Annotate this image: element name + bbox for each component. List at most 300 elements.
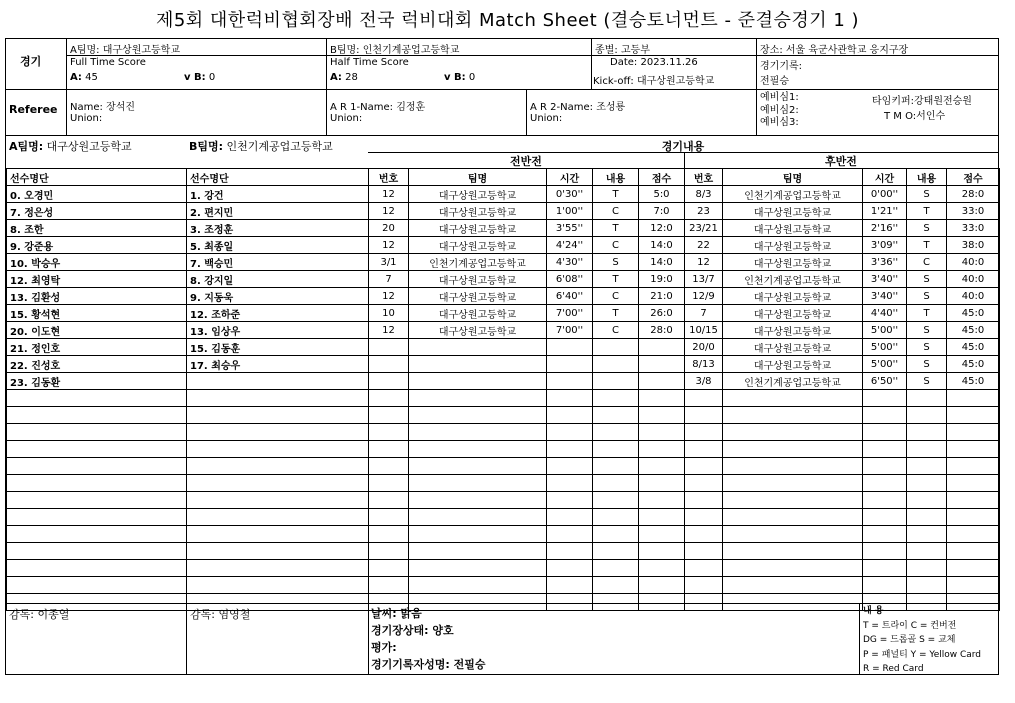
- b-player-cell: [187, 526, 369, 543]
- a-player-cell: 8. 조한: [7, 220, 187, 237]
- second-half-cell: [947, 526, 1000, 543]
- second-half-cell: 대구상원고등학교: [723, 220, 863, 237]
- second-half-cell: [723, 390, 863, 407]
- table-row: [7, 441, 1000, 458]
- referee-union-label: Union:: [70, 113, 103, 124]
- first-half-cell: T: [593, 271, 639, 288]
- b-player-cell: [187, 560, 369, 577]
- table-row: [7, 339, 1000, 356]
- first-half-cell: [409, 441, 547, 458]
- first-half-cell: [369, 458, 409, 475]
- second-half-cell: [685, 594, 723, 611]
- second-half-cell: 22: [685, 237, 723, 254]
- page-title: 제5회 대한럭비협회장배 전국 럭비대회 Match Sheet (결승토너먼트 - 준결승경기 1 ): [155, 10, 860, 31]
- table-row: [7, 220, 1000, 237]
- first-half-cell: [547, 526, 593, 543]
- record-writer: 경기기록자성명: 전필승: [371, 658, 486, 671]
- a-player-cell: 0. 오경민: [7, 186, 187, 203]
- second-half-cell: [723, 492, 863, 509]
- first-half-cell: 7'00'': [547, 322, 593, 339]
- a-player-cell: 12. 최영탁: [7, 271, 187, 288]
- first-half-col-header: 내용: [593, 169, 639, 186]
- second-half-cell: [685, 424, 723, 441]
- second-half-cell: [907, 475, 947, 492]
- second-half-cell: [723, 543, 863, 560]
- first-half-cell: [369, 492, 409, 509]
- first-half-cell: 1'00'': [547, 203, 593, 220]
- first-half-cell: 14:0: [639, 237, 685, 254]
- a-player-cell: [7, 424, 187, 441]
- second-half-cell: 3'36'': [863, 254, 907, 271]
- table-row: [7, 577, 1000, 594]
- second-half-cell: [907, 424, 947, 441]
- second-half-cell: 대구상원고등학교: [723, 254, 863, 271]
- category-value: 고등부: [620, 45, 650, 56]
- first-half-cell: [547, 339, 593, 356]
- second-half-cell: 5'00'': [863, 322, 907, 339]
- first-half-cell: [547, 356, 593, 373]
- legend: [863, 604, 981, 677]
- category-label: 종별:: [595, 45, 618, 56]
- reserve-referees: [760, 92, 799, 130]
- b-player-cell: 2. 편지민: [187, 203, 369, 220]
- second-half-cell: 40:0: [947, 288, 1000, 305]
- second-half-cell: T: [907, 237, 947, 254]
- b-team-roster-title: [189, 138, 333, 154]
- second-half-cell: 대구상원고등학교: [723, 237, 863, 254]
- second-half-cell: [723, 407, 863, 424]
- first-half-cell: [409, 356, 547, 373]
- second-half-cell: S: [907, 186, 947, 203]
- full-a-score: 45: [85, 72, 98, 83]
- second-half-cell: 45:0: [947, 322, 1000, 339]
- reserve2: 예비심2:: [760, 104, 799, 116]
- second-half-cell: [723, 509, 863, 526]
- second-half-col-header: 팀명: [723, 169, 863, 186]
- first-half-cell: [593, 543, 639, 560]
- match-label: 경기: [20, 55, 42, 68]
- table-row: [7, 407, 1000, 424]
- first-half-cell: 5:0: [639, 186, 685, 203]
- first-half-cell: [593, 339, 639, 356]
- a-player-cell: [7, 509, 187, 526]
- a-roster-header: 선수명단: [7, 169, 187, 186]
- first-half-cell: 대구상원고등학교: [409, 322, 547, 339]
- category-field: [595, 41, 650, 56]
- first-half-cell: [547, 424, 593, 441]
- table-row: [7, 509, 1000, 526]
- match-conditions: [371, 605, 486, 673]
- second-half-cell: 28:0: [947, 186, 1000, 203]
- half-time-label: Half Time Score: [330, 57, 409, 68]
- first-half-cell: 26:0: [639, 305, 685, 322]
- evaluation: 평가:: [371, 641, 397, 654]
- half-b-score: 0: [468, 72, 476, 83]
- second-half-cell: [685, 475, 723, 492]
- ar1-label: A R 1-Name:: [330, 102, 393, 113]
- venue-field: [760, 41, 908, 56]
- first-half-col-header: 번호: [369, 169, 409, 186]
- first-half-cell: 대구상원고등학교: [409, 271, 547, 288]
- second-half-cell: [907, 492, 947, 509]
- first-half-cell: T: [593, 305, 639, 322]
- ar2-union-label: Union:: [530, 113, 563, 124]
- second-half-cell: [947, 424, 1000, 441]
- second-half-cell: S: [907, 322, 947, 339]
- second-half-cell: [947, 390, 1000, 407]
- b-player-cell: 12. 조하준: [187, 305, 369, 322]
- first-half-cell: [409, 526, 547, 543]
- second-half-cell: 5'00'': [863, 356, 907, 373]
- kickoff-value: 대구상원고등학교: [636, 76, 715, 87]
- table-row: [7, 322, 1000, 339]
- a-team-label: A팀명:: [70, 45, 100, 56]
- a-player-cell: 9. 강준용: [7, 237, 187, 254]
- first-half-cell: C: [593, 288, 639, 305]
- first-half-cell: [639, 594, 685, 611]
- a-player-cell: 20. 이도현: [7, 322, 187, 339]
- second-half-cell: [863, 543, 907, 560]
- table-row: [7, 271, 1000, 288]
- legend-line: T = 트라이 C = 컨버전: [863, 620, 957, 631]
- table-row: [7, 203, 1000, 220]
- first-half-cell: [547, 373, 593, 390]
- match-sheet: [5, 38, 999, 675]
- second-half-cell: 10/15: [685, 322, 723, 339]
- table-row: [7, 560, 1000, 577]
- second-half-cell: [947, 560, 1000, 577]
- first-half-cell: [409, 509, 547, 526]
- second-half-cell: [723, 424, 863, 441]
- b-player-cell: [187, 492, 369, 509]
- ar2-name: 조성룡: [596, 102, 626, 113]
- second-half-cell: [723, 560, 863, 577]
- second-half-cell: 대구상원고등학교: [723, 203, 863, 220]
- first-half-cell: [547, 543, 593, 560]
- first-half-cell: [369, 339, 409, 356]
- first-half-cell: [369, 356, 409, 373]
- first-half-cell: [409, 407, 547, 424]
- a-roster-label: A팀명:: [9, 140, 44, 153]
- a-player-cell: 22. 진성호: [7, 356, 187, 373]
- second-half-cell: 3/8: [685, 373, 723, 390]
- first-half-cell: 6'40'': [547, 288, 593, 305]
- record-label: 경기기록:: [760, 61, 803, 72]
- b-player-cell: 17. 최승우: [187, 356, 369, 373]
- first-half-cell: 12: [369, 186, 409, 203]
- first-half-cell: [593, 356, 639, 373]
- first-half-cell: [639, 407, 685, 424]
- first-half-cell: 12: [369, 322, 409, 339]
- first-half-cell: 20: [369, 220, 409, 237]
- first-half-cell: [593, 407, 639, 424]
- second-half-cell: 1'21'': [863, 203, 907, 220]
- second-half-cell: [723, 577, 863, 594]
- second-half-cell: 33:0: [947, 220, 1000, 237]
- first-half-cell: 7'00'': [547, 305, 593, 322]
- b-player-cell: [187, 543, 369, 560]
- full-b-prefix: v B:: [184, 72, 206, 83]
- a-player-cell: 7. 정은성: [7, 203, 187, 220]
- b-roster-header: 선수명단: [187, 169, 369, 186]
- b-player-cell: [187, 390, 369, 407]
- b-coach: 감독: 염영철: [190, 608, 251, 621]
- first-half-cell: [409, 577, 547, 594]
- a-player-cell: [7, 543, 187, 560]
- second-half-cell: 13/7: [685, 271, 723, 288]
- second-half-cell: 6'50'': [863, 373, 907, 390]
- second-half-cell: [863, 526, 907, 543]
- half-b-prefix: v B:: [444, 72, 466, 83]
- second-half-cell: [863, 560, 907, 577]
- referee-name-field: [70, 98, 135, 113]
- first-half-cell: [409, 475, 547, 492]
- first-half-cell: 4'30'': [547, 254, 593, 271]
- reserve1: 예비심1:: [760, 92, 799, 103]
- first-half-cell: [369, 475, 409, 492]
- full-time-score-b: [184, 72, 215, 83]
- weather: 날씨: 맑음: [371, 607, 422, 620]
- second-half-cell: S: [907, 356, 947, 373]
- first-half-cell: 14:0: [639, 254, 685, 271]
- second-half-cell: 45:0: [947, 373, 1000, 390]
- table-row: [7, 237, 1000, 254]
- first-half-cell: 4'24'': [547, 237, 593, 254]
- b-roster-label: B팀명:: [189, 140, 224, 153]
- first-half-cell: [639, 577, 685, 594]
- date-field: [610, 57, 698, 68]
- b-team-field: [330, 41, 459, 56]
- second-half-cell: [947, 475, 1000, 492]
- second-half-cell: 8/13: [685, 356, 723, 373]
- first-half-cell: 12: [369, 237, 409, 254]
- first-half-cell: [639, 543, 685, 560]
- first-half-cell: [409, 560, 547, 577]
- first-half-cell: [409, 390, 547, 407]
- second-half-cell: [907, 407, 947, 424]
- a-team-field: [70, 41, 180, 56]
- a-player-cell: [7, 475, 187, 492]
- second-half-cell: [685, 441, 723, 458]
- second-half-cell: S: [907, 288, 947, 305]
- second-half-cell: 12: [685, 254, 723, 271]
- first-half-cell: [409, 492, 547, 509]
- second-half-cell: 3'40'': [863, 271, 907, 288]
- a-team-value: 대구상원고등학교: [102, 45, 180, 56]
- second-half-cell: 38:0: [947, 237, 1000, 254]
- first-half-cell: 28:0: [639, 322, 685, 339]
- second-half-cell: [863, 509, 907, 526]
- second-half-cell: [863, 441, 907, 458]
- second-half-cell: 인천기계공업고등학교: [723, 186, 863, 203]
- b-player-cell: 15. 김동훈: [187, 339, 369, 356]
- table-row: [7, 288, 1000, 305]
- second-half-cell: 인천기계공업고등학교: [723, 271, 863, 288]
- first-half-cell: 대구상원고등학교: [409, 203, 547, 220]
- b-player-cell: [187, 373, 369, 390]
- timekeeper: 타임키퍼:강태원전승원: [872, 96, 972, 107]
- second-half-cell: [685, 458, 723, 475]
- second-half-cell: [685, 577, 723, 594]
- first-half-cell: 대구상원고등학교: [409, 220, 547, 237]
- first-half-cell: 대구상원고등학교: [409, 305, 547, 322]
- first-half-cell: 6'08'': [547, 271, 593, 288]
- second-half-cell: [947, 458, 1000, 475]
- second-half-cell: 20/0: [685, 339, 723, 356]
- second-half-cell: [723, 475, 863, 492]
- first-half-cell: C: [593, 237, 639, 254]
- second-half-cell: 대구상원고등학교: [723, 288, 863, 305]
- legend-title: 내 용: [863, 606, 884, 616]
- first-half-cell: 대구상원고등학교: [409, 237, 547, 254]
- second-half-cell: 5'00'': [863, 339, 907, 356]
- first-half-cell: [369, 407, 409, 424]
- b-roster-name: 인천기계공업고등학교: [226, 140, 333, 153]
- first-half-cell: [547, 407, 593, 424]
- date-value: 2023.11.26: [640, 57, 698, 68]
- first-half-cell: 0'30'': [547, 186, 593, 203]
- a-player-cell: 13. 김환성: [7, 288, 187, 305]
- full-a-prefix: A:: [70, 72, 82, 83]
- first-half-cell: [639, 356, 685, 373]
- second-half-cell: 33:0: [947, 203, 1000, 220]
- first-half-cell: [369, 424, 409, 441]
- b-player-cell: 9. 지동욱: [187, 288, 369, 305]
- first-half-cell: [547, 390, 593, 407]
- table-row: [7, 594, 1000, 611]
- first-half-cell: [369, 577, 409, 594]
- first-half-cell: [547, 475, 593, 492]
- first-half-cell: [409, 424, 547, 441]
- a-player-cell: [7, 390, 187, 407]
- tmo: T M O:서인수: [884, 111, 946, 122]
- full-b-score: 0: [208, 72, 216, 83]
- second-half-cell: 3'09'': [863, 237, 907, 254]
- first-half-cell: [639, 492, 685, 509]
- first-half-cell: 3'55'': [547, 220, 593, 237]
- second-half-cell: 4'40'': [863, 305, 907, 322]
- b-player-cell: [187, 475, 369, 492]
- second-half-cell: [723, 526, 863, 543]
- second-half-cell: T: [907, 305, 947, 322]
- first-half-cell: 12:0: [639, 220, 685, 237]
- second-half-col-header: 번호: [685, 169, 723, 186]
- second-half-cell: S: [907, 373, 947, 390]
- second-half-cell: 40:0: [947, 271, 1000, 288]
- first-half-cell: T: [593, 220, 639, 237]
- first-half-cell: [593, 373, 639, 390]
- a-team-roster-title: [9, 138, 132, 154]
- second-half-cell: 대구상원고등학교: [723, 322, 863, 339]
- referee-name-label: Name:: [70, 102, 103, 113]
- first-half-cell: [593, 577, 639, 594]
- second-half-cell: [907, 441, 947, 458]
- content-header: 경기내용: [661, 140, 705, 153]
- ar1-field: [330, 98, 425, 113]
- second-half-cell: [907, 390, 947, 407]
- first-half-cell: [547, 492, 593, 509]
- first-half-cell: 21:0: [639, 288, 685, 305]
- a-player-cell: [7, 407, 187, 424]
- first-half-cell: [593, 458, 639, 475]
- first-half-cell: [639, 509, 685, 526]
- table-row: [7, 526, 1000, 543]
- table-row: [7, 356, 1000, 373]
- referee-label: Referee: [9, 103, 58, 116]
- second-half-cell: [907, 560, 947, 577]
- b-team-value: 인천기계공업고등학교: [362, 45, 460, 56]
- first-half-cell: [593, 475, 639, 492]
- second-half-cell: [907, 577, 947, 594]
- ar2-field: [530, 98, 625, 113]
- b-player-cell: 3. 조정훈: [187, 220, 369, 237]
- first-half-cell: [369, 373, 409, 390]
- second-half-cell: [723, 594, 863, 611]
- second-half-cell: 45:0: [947, 305, 1000, 322]
- second-half-cell: S: [907, 339, 947, 356]
- kickoff-field: [593, 72, 714, 87]
- b-player-cell: [187, 509, 369, 526]
- first-half-cell: [547, 594, 593, 611]
- table-row: [7, 475, 1000, 492]
- table-row: [7, 543, 1000, 560]
- second-half-cell: [723, 458, 863, 475]
- table-row: [7, 424, 1000, 441]
- half-a-prefix: A:: [330, 72, 342, 83]
- legend-line: P = 패널티 Y = Yellow Card: [863, 649, 982, 660]
- second-half-col-header: 시간: [863, 169, 907, 186]
- second-half-cell: 7: [685, 305, 723, 322]
- first-half-cell: [593, 390, 639, 407]
- a-player-cell: 23. 김동환: [7, 373, 187, 390]
- reserve3: 예비심3:: [760, 117, 799, 128]
- first-half-cell: [547, 577, 593, 594]
- first-half-cell: 인천기계공업고등학교: [409, 254, 547, 271]
- table-row: [7, 373, 1000, 390]
- first-half-cell: [593, 492, 639, 509]
- second-half-cell: 23: [685, 203, 723, 220]
- second-half-cell: 23/21: [685, 220, 723, 237]
- a-player-cell: [7, 526, 187, 543]
- ar1-union-label: Union:: [330, 113, 363, 124]
- first-half-cell: 19:0: [639, 271, 685, 288]
- b-player-cell: 8. 강지일: [187, 271, 369, 288]
- legend-line: DG = 드롭골 S = 교체: [863, 635, 956, 645]
- a-player-cell: [7, 492, 187, 509]
- table-row: [7, 305, 1000, 322]
- second-half-cell: [863, 492, 907, 509]
- b-player-cell: [187, 577, 369, 594]
- second-half-cell: 인천기계공업고등학교: [723, 373, 863, 390]
- a-player-cell: 15. 황석현: [7, 305, 187, 322]
- first-half-cell: [593, 441, 639, 458]
- first-half-cell: [369, 441, 409, 458]
- a-player-cell: [7, 441, 187, 458]
- first-half-cell: 10: [369, 305, 409, 322]
- second-half-cell: T: [907, 203, 947, 220]
- second-half-cell: [907, 543, 947, 560]
- ar2-label: A R 2-Name:: [530, 102, 593, 113]
- b-player-cell: 7. 백승민: [187, 254, 369, 271]
- first-half-cell: [639, 441, 685, 458]
- second-half-cell: C: [907, 254, 947, 271]
- second-half-cell: 대구상원고등학교: [723, 356, 863, 373]
- second-half-cell: [907, 458, 947, 475]
- first-half-header: 전반전: [510, 155, 542, 168]
- first-half-cell: [639, 475, 685, 492]
- first-half-cell: [639, 526, 685, 543]
- second-half-col-header: 점수: [947, 169, 1000, 186]
